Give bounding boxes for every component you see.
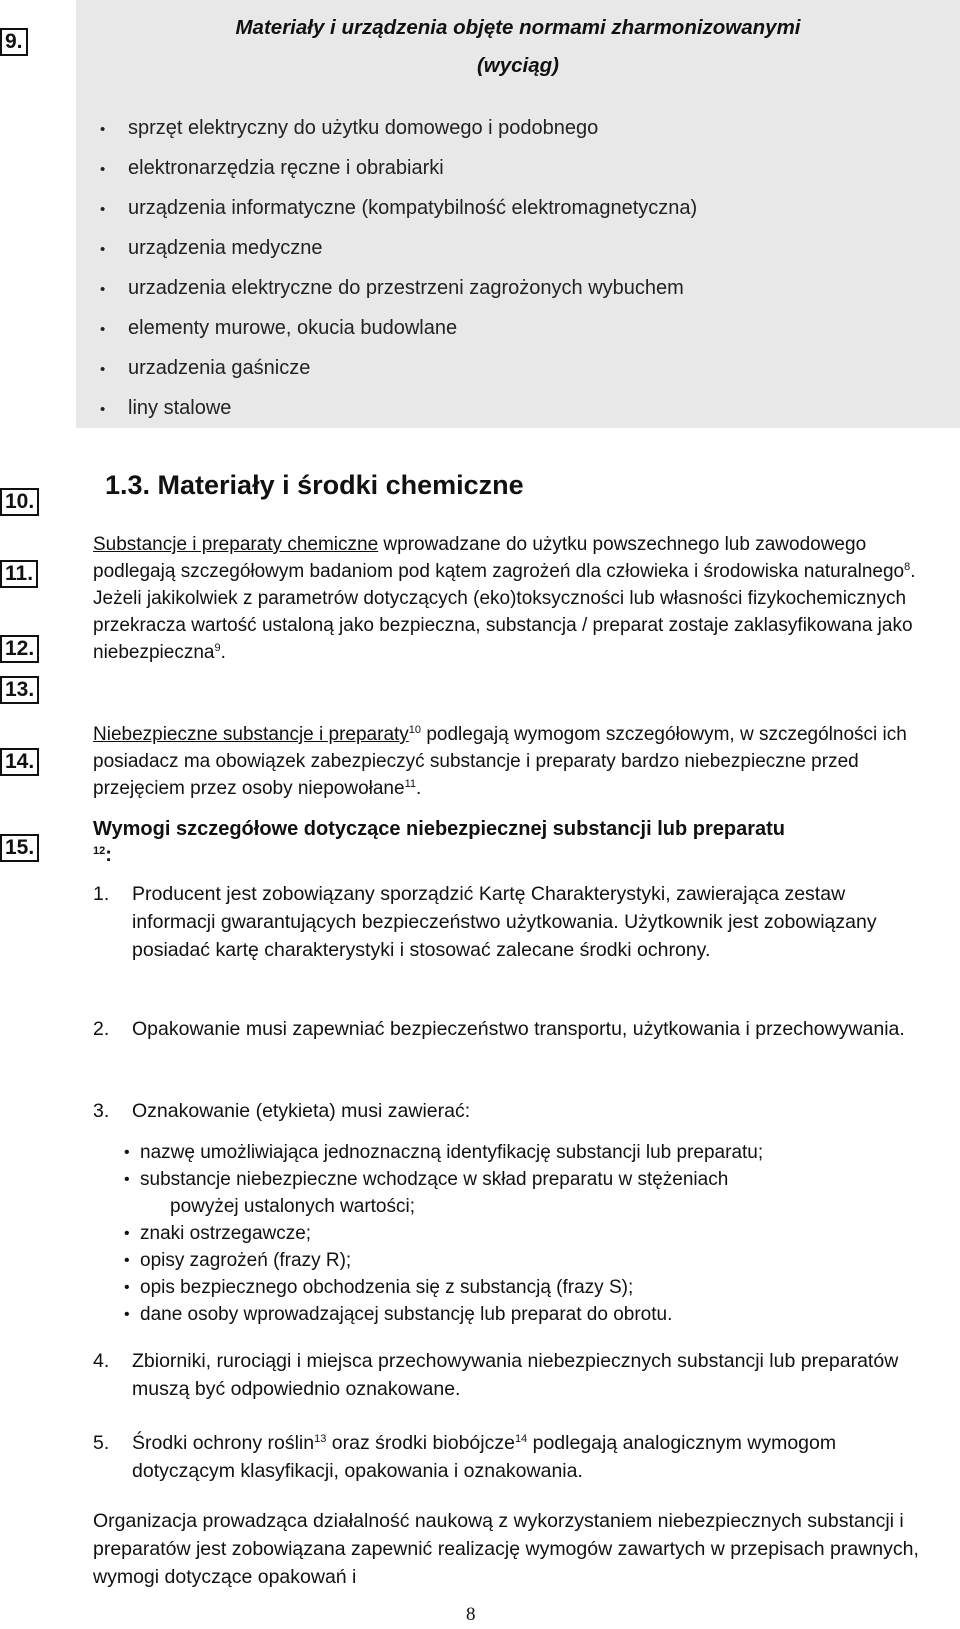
standards-list [100,108,697,428]
bullet-icon: • [100,400,106,418]
list-item: • opis bezpiecznego obchodzenia się z substancją (frazy S); [130,1274,763,1301]
bullet-icon: • [100,120,106,138]
margin-marker-11: 11. [0,560,38,588]
box-subtitle: (wyciąg) [476,54,560,77]
margin-marker-14: 14. [0,748,39,776]
list-item: • urządzenia informatyczne (kompatybilność elektromagnetyczna) [100,196,698,219]
requirement-item-2: 2. Opakowanie musi zapewniać bezpieczeństwo transportu, użytkowania i przechowywania. [93,1018,905,1040]
page-number: 8 [466,1604,476,1625]
requirements-heading: Wymogi szczegółowe dotyczące niebezpiecznej substancji lub preparatu $^{12}$: [93,818,786,866]
bullet-icon: • [100,160,106,178]
bullet-icon: • [100,360,106,378]
footnote-ref: 9 [214,642,221,654]
footnote-ref: 11 [404,778,416,790]
list-item: • sprzęt elektryczny do użytku domowego i podobnego [100,116,599,139]
list-item: • urzadzenia gaśnicze [100,356,311,379]
list-item: • opisy zagrożeń (frazy R); [130,1247,763,1274]
list-item: • dane osoby wprowadzającej substancję lub preparat do obrotu. [130,1301,763,1328]
bullet-icon: • [124,1144,130,1161]
paragraph-dangerous: Niebezpieczne substancje i preparaty$^{10}$ podlegają wymogom szczegółowym, w szczególności ich posiadacz ma obowiązek zabezpieczyć substancje i preparaty bardzo niebezpieczne przed przejęciem przez osoby niepowołane$^{11}$. [93,724,907,799]
section-heading: 1.3. Materiały i środki chemiczne [105,470,524,500]
footnote-ref: 12 [93,845,106,857]
box-title: Materiały i urządzenia objęte normami zharmonizowanymi [235,16,801,39]
bullet-icon: • [124,1306,130,1323]
requirement-item-1: 1. Producent jest zobowiązany sporządzić Kartę Charakterystyki, zawierająca zestaw informacji gwarantujących bezpieczeństwo użytkowania. Użytkownik jest zobowiązany posiadać kartę charakterystyki i stosować zalecane środki ochrony. [93,883,877,961]
bullet-icon: • [124,1279,130,1296]
bullet-icon: • [100,320,106,338]
margin-marker-9: 9. [0,28,28,56]
label-requirements-list [124,1139,764,1328]
margin-marker-13: 13. [0,676,39,704]
requirement-item-5: 5. Środki ochrony roślin$^{13}$ oraz środki biobójcze$^{14}$ podlegają analogicznym wymogom dotyczącym klasyfikacji, opakowania i oznakowania. [93,1432,837,1482]
bullet-icon: • [124,1225,130,1242]
bullet-icon: • [124,1171,130,1188]
bullet-icon: • [124,1252,130,1269]
bullet-icon: • [100,200,106,218]
margin-marker-10: 10. [0,488,39,516]
footnote-ref: 8 [904,561,911,573]
list-item: • elektronarzędzia ręczne i obrabiarki [100,156,444,179]
paragraph-substances: Substancje i preparaty chemiczne wprowadzane do użytku powszechnego lub zawodowego podlegają szczegółowym badaniom pod kątem zagrożeń dla człowieka i środowiska naturalnego$^8$. Jeżeli jakikolwiek z parametrów dotyczących (eko)toksyczności lub własności fizykochemicznych przekracza wartość ustaloną jako bezpieczna, substancja / preparat zostaje zaklasyfikowana jako niebezpieczna$^9$. [93,534,916,663]
list-item: • elementy murowe, okucia budowlane [100,316,458,339]
footnote-ref: 10 [408,724,422,736]
margin-marker-12: 12. [0,635,39,663]
final-paragraph: Organizacja prowadząca działalność naukową z wykorzystaniem niebezpiecznych substancji i preparatów jest zobowiązana zapewnić realizację wymogów zawartych w przepisach prawnych, wymogi dotyczące opakowań i [93,1510,919,1588]
bullet-icon: • [100,280,106,298]
list-item: • urzadzenia elektryczne do przestrzeni zagrożonych wybuchem [100,276,684,299]
list-item: • nazwę umożliwiająca jednoznaczną identyfikację substancji lub preparatu; [130,1139,763,1166]
footnote-ref: 13 [314,1433,327,1445]
requirement-item-3: 3. Oznakowanie (etykieta) musi zawierać: [93,1100,471,1122]
margin-marker-15: 15. [0,834,39,862]
list-item: • substancje niebezpieczne wchodzące w skład preparatu w stężeniach powyżej ustalonych wartości; [130,1166,763,1220]
footnote-ref: 14 [514,1433,528,1445]
requirement-item-4: 4. Zbiorniki, rurociągi i miejsca przechowywania niebezpiecznych substancji lub preparatów muszą być odpowiednio oznakowane. [93,1350,899,1400]
list-item: • znaki ostrzegawcze; [130,1220,763,1247]
list-item: • liny stalowe [100,396,232,419]
bullet-icon: • [100,240,106,258]
list-item: • urządzenia medyczne [100,236,323,259]
